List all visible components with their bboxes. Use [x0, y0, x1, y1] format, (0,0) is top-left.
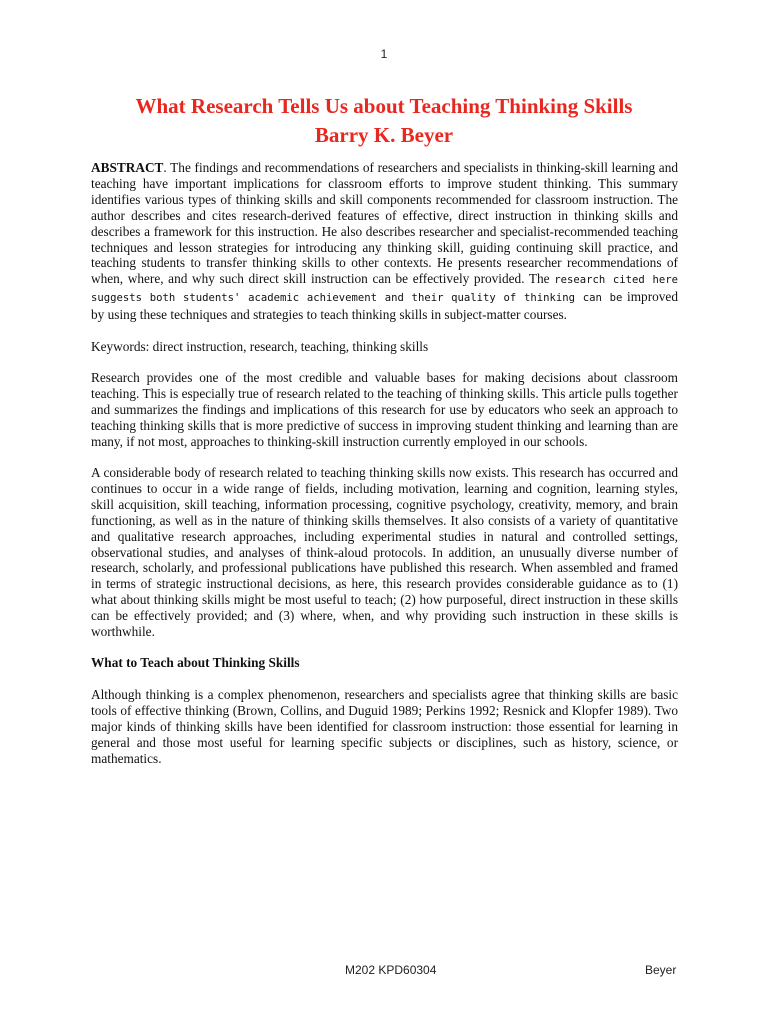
page-number: 1 — [380, 47, 388, 61]
keywords-line: Keywords: direct instruction, research, teaching, thinking skills — [91, 338, 429, 354]
abstract-text-end: improved by using these techniques and strategies to teach thinking skills in subject-matter courses. — [91, 289, 678, 323]
title-line: What Research Tells Us about Teaching Thinking Skills — [135, 94, 633, 118]
body-paragraph: A considerable body of research related to teaching thinking skills now exists. This research has occurred and continues to occur in a wide range of fields, including motivation, learning and cognition, learning styles, skill acquisition, skill teaching, information processing, cognitive psychology, creativity, memory, and brain functioning, as well as in the nature of thinking skills themselves. It also consists of a variety of quantitative and qualitative research approaches, including experimental studies in natural and controlled settings, observational studies, and analyses of think-aloud protocols. In addition, an unusually diverse number of research, scholarly, and professional publications have published this research. When assembled and framed in terms of strategic instructional decisions, as here, this research provides considerable guidance as to (1) what about thinking skills might be most useful to teach; (2) how purposeful, direct instruction in these skills can be effectively provided; and (3) where, when, and why providing such instruction in these skills is worthwhile. — [91, 465, 678, 640]
abstract-text: . The findings and recommendations of researchers and specialists in thinking-skill learning and teaching have important implications for classroom efforts to improve student thinking. This summary identifies various types of thinking skills and skill components recommended for classroom instruction. The author describes and cites research-derived features of effective, direct instruction in thinking skills and describes a framework for this instruction. He also describes researcher and specialist-recommended teaching techniques and lesson strategies for introducing any thinking skill, guiding continuing skill practice, and teaching students to transfer thinking skills to other contexts. He presents researcher recommendations of when, where, and why such direct skill instruction can be effectively provided. The — [91, 160, 678, 287]
section-heading: What to Teach about Thinking Skills — [91, 655, 300, 671]
abstract-label: ABSTRACT — [91, 160, 164, 175]
abstract-paragraph — [91, 160, 678, 323]
body-paragraph: Research provides one of the most credible and valuable bases for making decisions about classroom teaching. This is especially true of research related to the teaching of thinking skills. This article pulls together and summarizes the findings and implications of this research for use by educators who seek an approach to teaching thinking skills that is more predictive of success in improving student thinking and learning than are many, if not most, approaches to thinking-skill instruction currently employed in our schools. — [91, 369, 678, 449]
footer-course-code: M202 KPD60304 — [345, 963, 437, 977]
section-paragraph: Although thinking is a complex phenomenon, researchers and specialists agree that thinking skills are basic tools of effective thinking (Brown, Collins, and Duguid 1989; Perkins 1992; Resnick and Klopfer 1989). Two major kinds of thinking skills have been identified for classroom instruction: those essential for learning in general and those most useful for learning specific subjects or disciplines, such as history, science, or mathematics. — [91, 686, 678, 766]
document-body — [91, 160, 678, 782]
author-line: Barry K. Beyer — [314, 123, 454, 147]
document-title — [0, 92, 768, 150]
abstract-mono-text: research cited here suggests both students' academic achievement and their quality of thinking can be — [91, 274, 679, 305]
footer-author: Beyer — [645, 963, 677, 977]
